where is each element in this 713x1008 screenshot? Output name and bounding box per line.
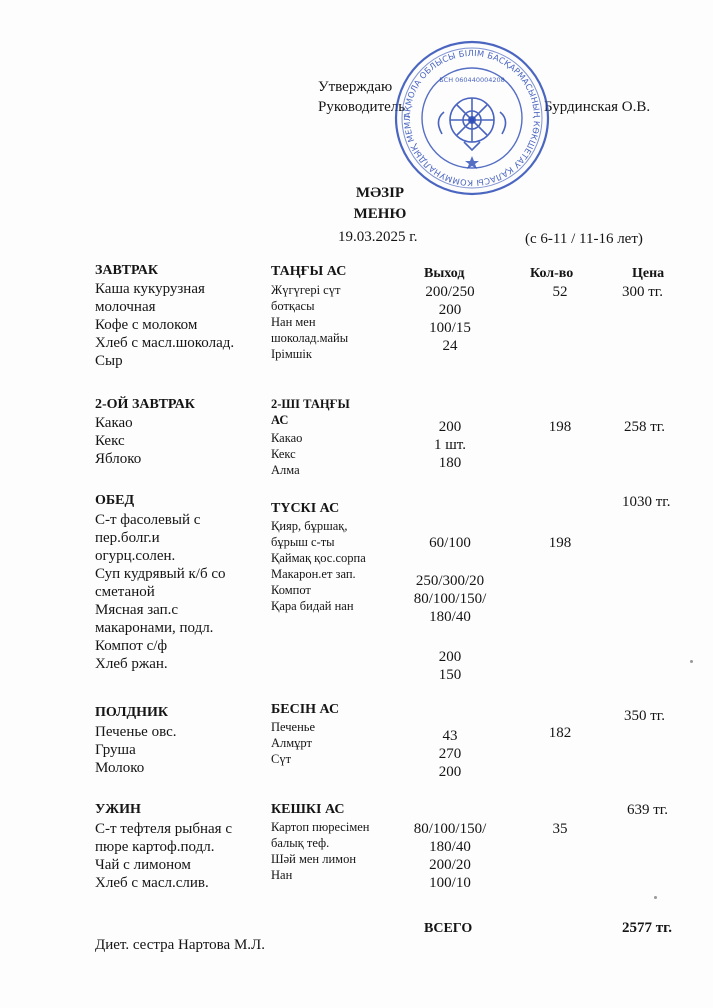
price-value: 300 тг. — [622, 284, 664, 300]
list-item: Қияр, бұршақ, — [271, 519, 348, 533]
list-item: Кофе с молоком — [95, 317, 198, 333]
output-value: 180/40 — [429, 839, 471, 855]
list-item: Нан — [271, 868, 293, 882]
list-item: Молоко — [95, 760, 145, 776]
approval-name: Бурдинская О.В. — [544, 99, 651, 115]
list-item: Қаймақ қос.сорпа — [271, 551, 366, 565]
meal-title-kz: БЕСІН АС — [271, 702, 340, 717]
list-item: Нан мен — [271, 315, 316, 329]
scan-speck — [690, 660, 693, 663]
items-ru — [95, 820, 232, 892]
list-item: С-т фасолевый с — [95, 512, 201, 528]
output-value: 270 — [438, 746, 462, 762]
meal-title-kz: ТАҢҒЫ АС — [271, 264, 347, 279]
output-value: 150 — [438, 667, 462, 683]
list-item: Какао — [271, 431, 303, 445]
price-value: 350 тг. — [624, 708, 666, 724]
list-item: С-т тефтеля рыбная с — [95, 821, 232, 837]
meal-title-kz: ТҮСКІ АС — [271, 501, 340, 516]
list-item: пюре картоф.подл. — [95, 839, 215, 855]
qty-value: 182 — [548, 725, 572, 741]
list-item: Хлеб с масл.шоколад. — [95, 335, 235, 351]
list-item: Кекс — [95, 433, 125, 449]
menu-date: 19.03.2025 г. — [338, 229, 418, 245]
qty-value: 35 — [552, 821, 568, 837]
list-item: огурц.солен. — [95, 548, 176, 564]
meal-title-ru: ОБЕД — [95, 493, 135, 508]
scan-speck — [654, 896, 657, 899]
stamp-ring-text: АҚМОЛА ОБЛЫСЫ БІЛІМ БАСҚАРМАСЫНЫҢ КӨКШЕТАУ ҚАЛАСЫ КОММУНАЛДЫҚ МЕМЛ — [401, 47, 543, 189]
stamp-bin: БСН 060440004208 — [439, 76, 505, 84]
output-value: 43 — [442, 728, 458, 744]
list-item: Чай с лимоном — [95, 857, 191, 873]
output-value: 100/15 — [429, 320, 471, 336]
list-item: Сыр — [95, 353, 123, 369]
official-stamp — [392, 38, 552, 198]
meal-title-ru: ПОЛДНИК — [95, 705, 169, 720]
meal-title-ru: УЖИН — [95, 802, 141, 817]
items-ru — [95, 511, 226, 673]
output-values — [400, 572, 500, 626]
price-value: 639 тг. — [627, 802, 669, 818]
price-value: 258 тг. — [624, 419, 666, 435]
items-kz — [271, 518, 366, 614]
approval-role: Руководитель — [318, 99, 406, 115]
output-values — [400, 727, 500, 781]
items-kz — [271, 719, 315, 767]
menu-title-kz: МӘЗІР — [355, 185, 405, 201]
items-kz — [271, 430, 302, 478]
list-item: Печенье овс. — [95, 724, 177, 740]
output-values — [400, 418, 500, 472]
output-value: 1 шт. — [434, 437, 466, 453]
qty-value: 198 — [548, 535, 572, 551]
price-value: 1030 тг. — [622, 494, 671, 510]
list-item: макаронами, подл. — [95, 620, 214, 636]
meal-title-kz: 2-ШІ ТАҢҒЫ АС — [271, 397, 350, 427]
list-item: Алма — [271, 463, 300, 477]
list-item: Компот с/ф — [95, 638, 168, 654]
menu-title-ru: МЕНЮ — [353, 206, 407, 222]
column-output: Выход — [424, 266, 465, 281]
meal-title-ru: 2-ОЙ ЗАВТРАК — [95, 397, 195, 412]
signature-line: Диет. сестра Нартова М.Л. — [95, 937, 265, 953]
list-item: Картоп пюресімен — [271, 820, 370, 834]
list-item: Алмұрт — [271, 736, 312, 750]
total-label: ВСЕГО — [424, 921, 473, 936]
column-price: Цена — [632, 266, 665, 281]
list-item: ботқасы — [271, 299, 315, 313]
list-item: Қара бидай нан — [271, 599, 354, 613]
items-kz — [271, 282, 348, 362]
output-value: 24 — [442, 338, 458, 354]
output-value: 80/100/150/ — [413, 821, 487, 837]
list-item: Жүгүгері сүт — [271, 283, 341, 297]
output-value: 80/100/150/ — [413, 591, 487, 607]
list-item: Компот — [271, 583, 311, 597]
list-item: Мясная зап.с — [95, 602, 179, 618]
items-kz — [271, 819, 369, 883]
list-item: Шәй мен лимон — [271, 852, 357, 866]
items-ru — [95, 723, 177, 777]
output-value: 180/40 — [429, 609, 471, 625]
list-item: молочная — [95, 299, 156, 315]
items-ru — [95, 280, 234, 370]
meal-title-kz: КЕШКІ АС — [271, 802, 345, 817]
output-value: 100/10 — [429, 875, 471, 891]
output-value: 200 — [438, 764, 462, 780]
list-item: шоколад.майы — [271, 331, 349, 345]
list-item: балық теф. — [271, 836, 330, 850]
age-group: (с 6-11 / 11-16 лет) — [525, 231, 643, 247]
list-item: Ірімшік — [271, 347, 312, 361]
list-item: Макарон.ет зап. — [271, 567, 356, 581]
approval-heading: Утверждаю — [318, 79, 393, 95]
list-item: Суп кудрявый к/б со — [95, 566, 226, 582]
output-value: 180 — [438, 455, 462, 471]
list-item: Какао — [95, 415, 133, 431]
list-item: сметаной — [95, 584, 155, 600]
output-value: 200/20 — [429, 857, 471, 873]
output-value: 250/300/20 — [415, 573, 485, 589]
meal-title-ru: ЗАВТРАК — [95, 263, 159, 278]
items-ru — [95, 414, 141, 468]
output-values — [400, 283, 500, 355]
star-icon — [465, 156, 479, 169]
list-item: Груша — [95, 742, 136, 758]
list-item: Каша кукурузная — [95, 281, 205, 297]
qty-value: 198 — [548, 419, 572, 435]
list-item: Сүт — [271, 752, 292, 766]
list-item: Яблоко — [95, 451, 142, 467]
output-values — [400, 820, 500, 892]
total-value: 2577 тг. — [622, 920, 672, 936]
list-item: пер.болг.и — [95, 530, 160, 546]
list-item: Хлеб ржан. — [95, 656, 168, 672]
column-qty: Кол-во — [530, 266, 574, 281]
output-value: 200 — [438, 302, 462, 318]
output-value: 200/250 — [425, 284, 475, 300]
output-value: 200 — [438, 649, 462, 665]
list-item: Хлеб с масл.слив. — [95, 875, 209, 891]
list-item: Кекс — [271, 447, 296, 461]
list-item: Печенье — [271, 720, 316, 734]
output-value: 60/100 — [429, 535, 471, 551]
list-item: бұрыш с-ты — [271, 535, 335, 549]
output-values — [400, 648, 500, 684]
output-value: 200 — [438, 419, 462, 435]
qty-value: 52 — [552, 284, 568, 300]
